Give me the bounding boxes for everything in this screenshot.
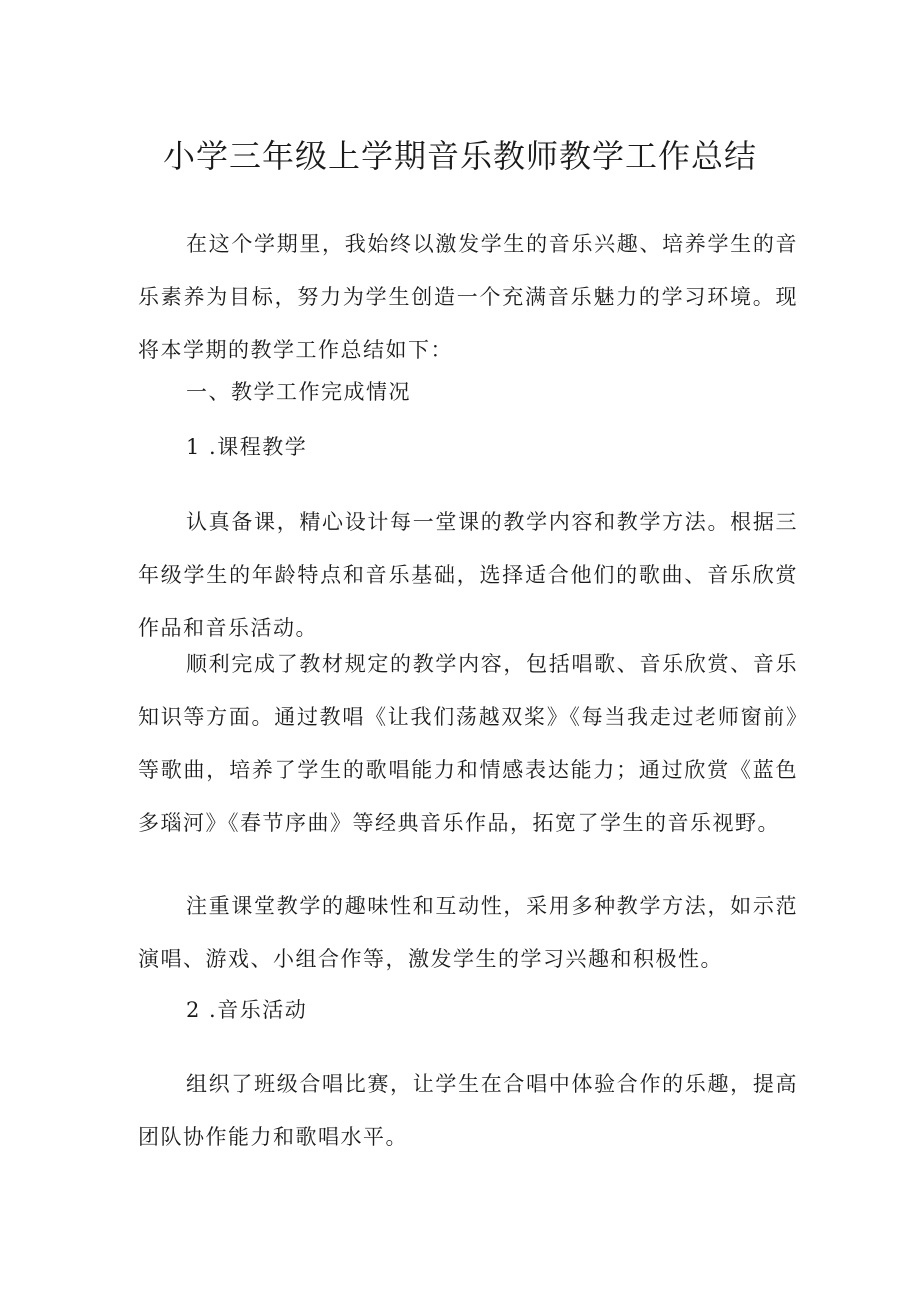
paragraph-choir-contest: 组织了班级合唱比赛，让学生在合唱中体验合作的乐趣，提高团队协作能力和歌唱水平。	[138, 1072, 798, 1149]
intro-paragraph: 在这个学期里，我始终以激发学生的音乐兴趣、培养学生的音乐素养为目标，努力为学生创造一个充满音乐魅力的学习环境。现将本学期的教学工作总结如下：	[138, 232, 798, 362]
section-heading-1: 一、教学工作完成情况	[186, 380, 411, 404]
paragraph-teaching-methods: 注重课堂教学的趣味性和互动性，采用多种教学方法，如示范演唱、游戏、小组合作等，激发学生的学习兴趣和积极性。	[138, 894, 798, 971]
paragraph-content-completed: 顺利完成了教材规定的教学内容，包括唱歌、音乐欣赏、音乐知识等方面。通过教唱《让我们荡越双桨》《每当我走过老师窗前》等歌曲，培养了学生的歌唱能力和情感表达能力；通过欣赏《蓝色多瑙河》《春节序曲》等经典音乐作品，拓宽了学生的音乐视野。	[138, 652, 798, 835]
subsection-heading-2: 2 .音乐活动	[186, 998, 308, 1022]
paragraph-course-prep: 认真备课，精心设计每一堂课的教学内容和教学方法。根据三年级学生的年龄特点和音乐基础，选择适合他们的歌曲、音乐欣赏作品和音乐活动。	[138, 510, 798, 640]
document-title: 小学三年级上学期音乐教师教学工作总结	[162, 137, 757, 175]
subsection-heading-1: 1 .课程教学	[186, 435, 308, 459]
